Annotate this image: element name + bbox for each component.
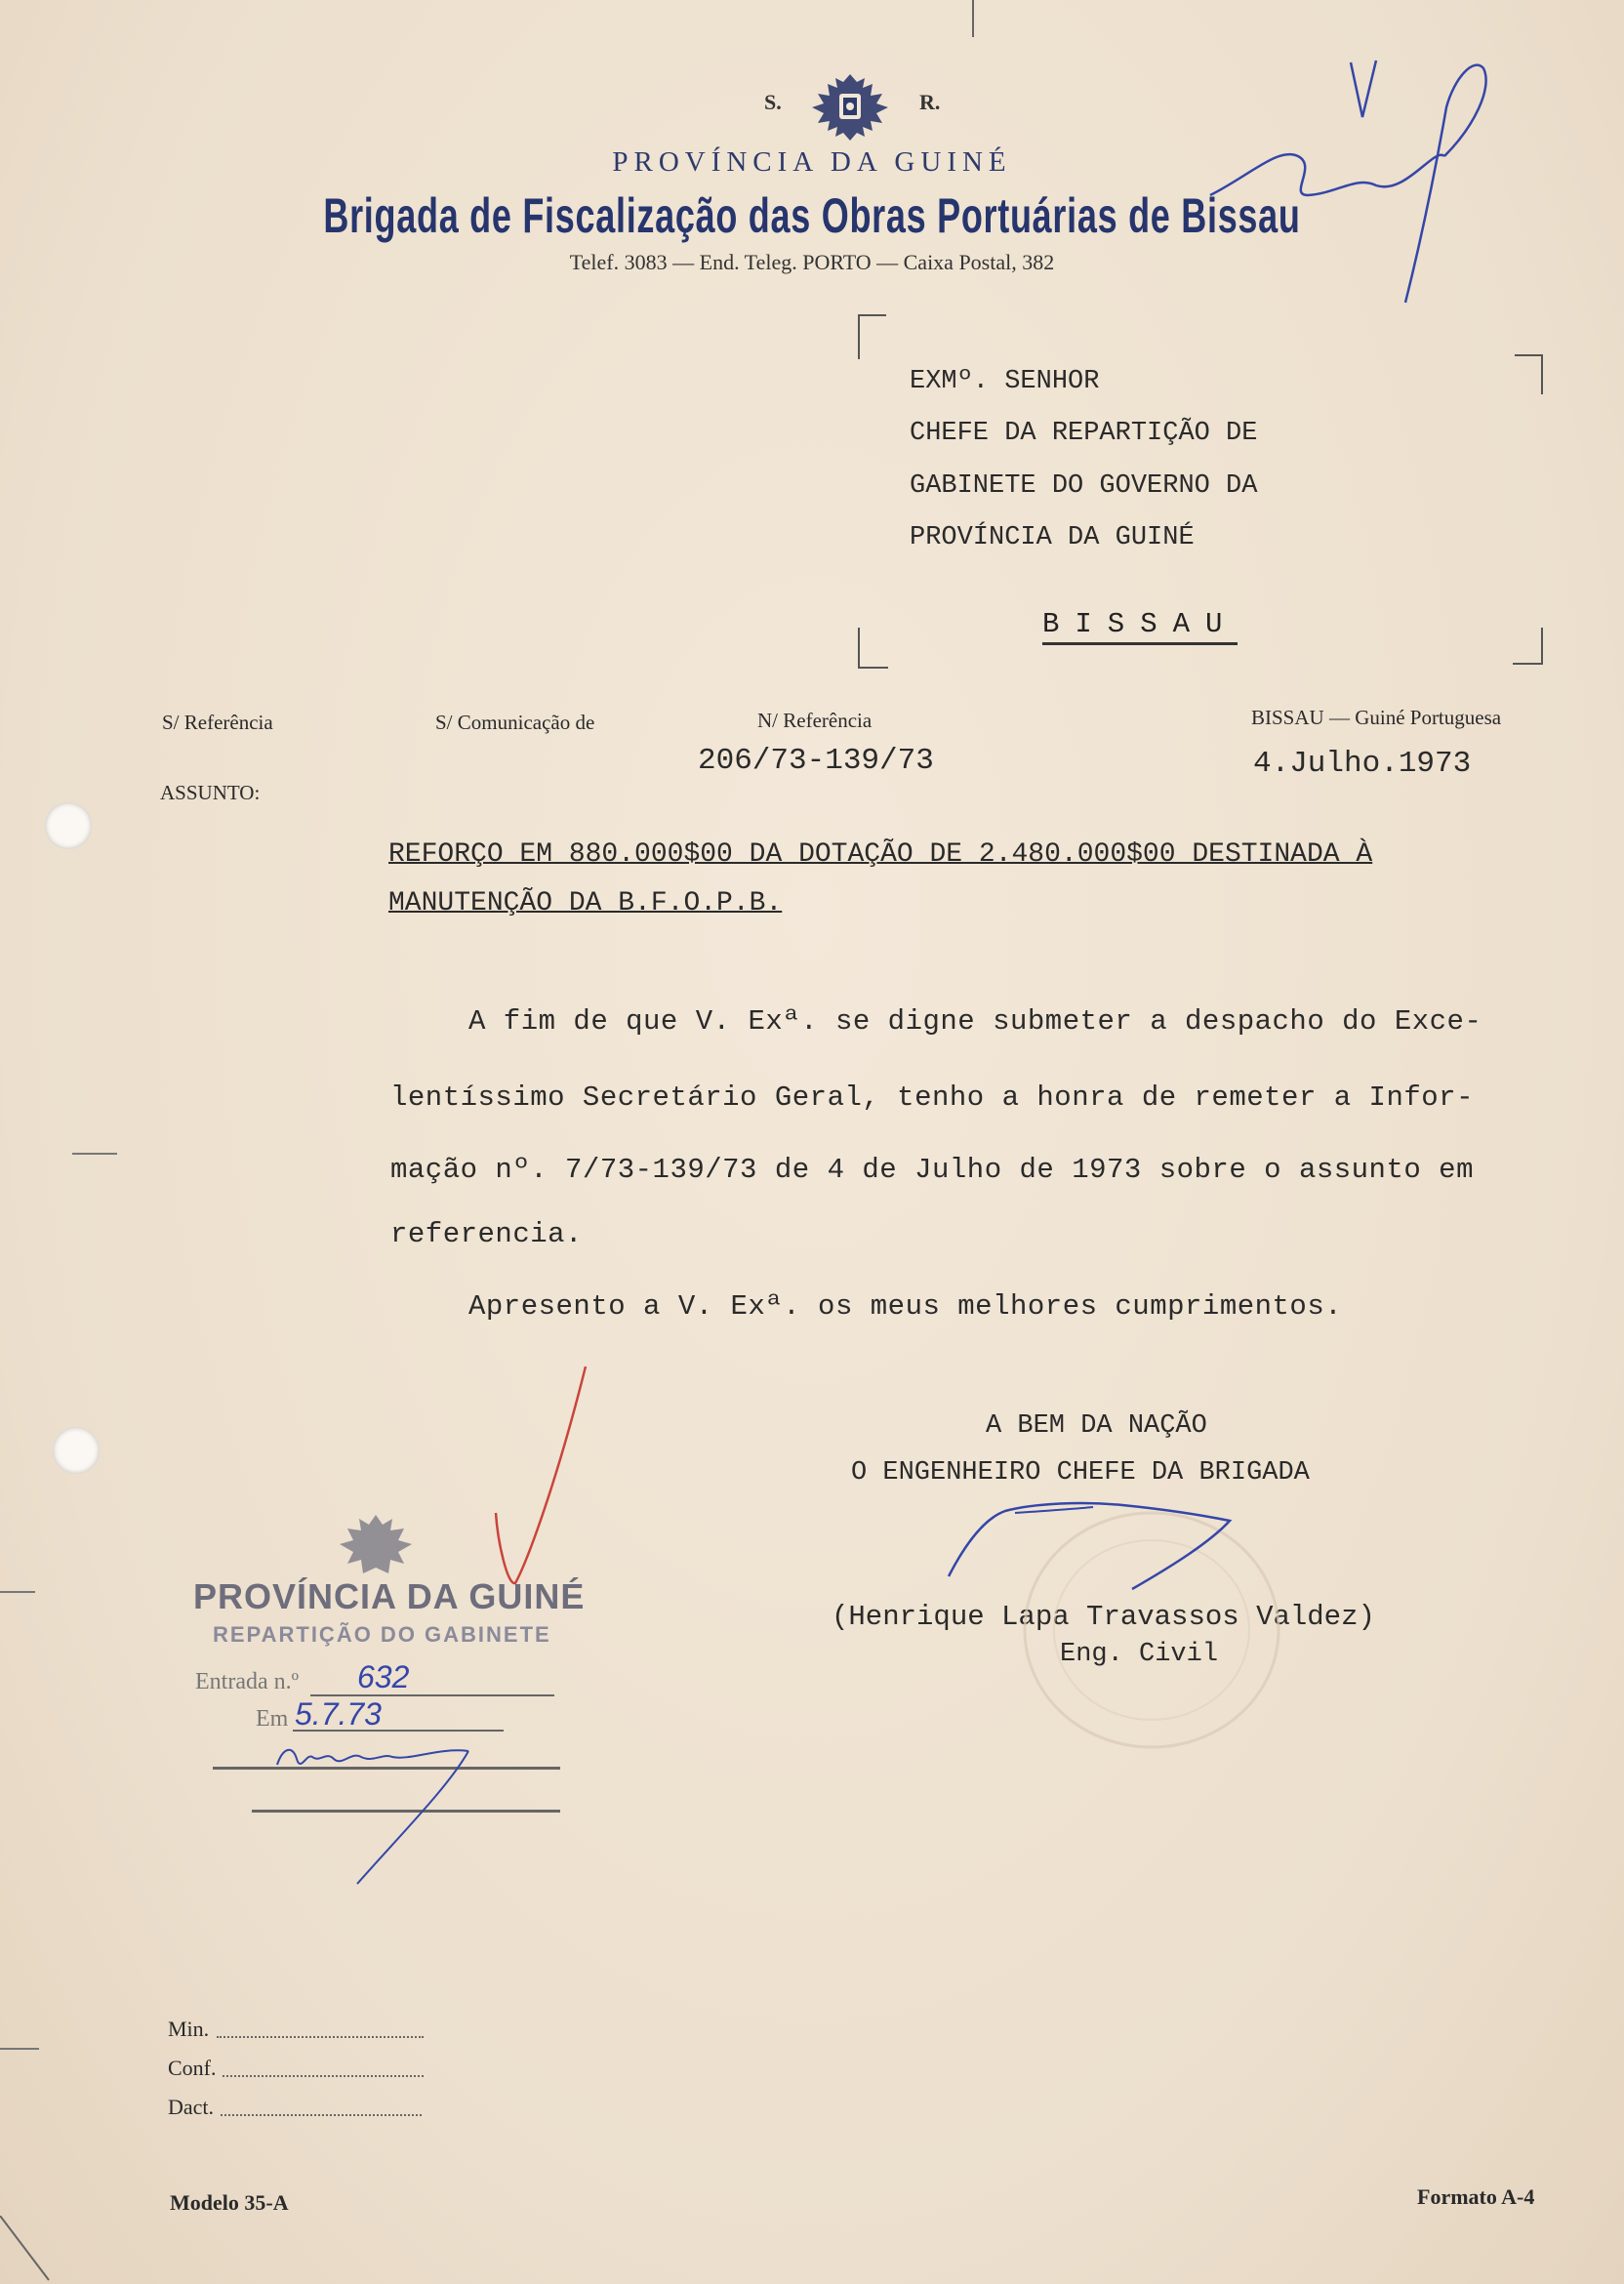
addressee-line-2: CHEFE DA REPARTIÇÃO DE (910, 419, 1258, 448)
subject-line-1: REFORÇO EM 880.000$00 DA DOTAÇÃO DE 2.480.000$00 DESTINADA À (388, 839, 1373, 870)
model-number: Modelo 35-A (170, 2190, 289, 2215)
punch-hole-bottom (53, 1427, 100, 1474)
footer-min-line (217, 2036, 424, 2038)
engineer-signature (927, 1484, 1298, 1611)
stamp-initials-signature (264, 1728, 517, 1894)
addressee-line-4: PROVÍNCIA DA GUINÉ (910, 523, 1195, 552)
stamp-entrada-label: Entrada n.º (195, 1669, 300, 1694)
red-check-mark (468, 1366, 605, 1601)
assunto-label: ASSUNTO: (160, 781, 261, 804)
subject-line-2: MANUTENÇÃO DA B.F.O.P.B. (388, 888, 783, 918)
fold-mark (972, 0, 974, 37)
body-line-3: mação nº. 7/73-139/73 de 4 de Julho de 1973 sobre o assunto em (390, 1154, 1474, 1186)
fold-mark (0, 2048, 39, 2050)
addressee-line-1: EXMº. SENHOR (910, 367, 1100, 396)
letterhead-s: S. (764, 90, 782, 114)
body-line-1: A fim de que V. Exª. se digne submeter a despacho do Exce- (468, 1005, 1482, 1038)
s-comunicacao-label: S/ Comunicação de (435, 711, 595, 734)
stamp-entrada-value: 632 (357, 1659, 410, 1694)
body-line-4: referencia. (390, 1218, 583, 1250)
stamp-crest-icon (322, 1511, 429, 1579)
province-heading: PROVÍNCIA DA GUINÉ (612, 146, 1012, 178)
signer-title: Eng. Civil (1060, 1640, 1219, 1669)
stamp-province: PROVÍNCIA DA GUINÉ (193, 1576, 586, 1616)
fold-mark (72, 1153, 117, 1155)
footer-dact-line (221, 2114, 422, 2116)
page-corner-tear (0, 2216, 59, 2284)
fold-mark (0, 1591, 35, 1593)
n-referencia-value: 206/73-139/73 (698, 744, 934, 778)
paper-format: Formato A-4 (1417, 2184, 1535, 2209)
signer-name: (Henrique Lapa Travassos Valdez) (832, 1601, 1375, 1633)
n-referencia-label: N/ Referência (757, 709, 873, 732)
stamp-department: REPARTIÇÃO DO GABINETE (213, 1622, 551, 1647)
contact-line: Telef. 3083 — End. Teleg. PORTO — Caixa Postal, 382 (569, 250, 1055, 274)
stamp-em-value: 5.7.73 (295, 1696, 382, 1732)
body-line-2: lentíssimo Secretário Geral, tenho a honra de remeter a Infor- (390, 1081, 1474, 1114)
stamp-em-label: Em (256, 1706, 289, 1732)
addressee-city: BISSAU (1042, 608, 1238, 645)
footer-conf-label: Conf. (168, 2056, 217, 2080)
letter-date: 4.Julho.1973 (1253, 747, 1472, 781)
footer-conf-line (223, 2075, 424, 2077)
coat-of-arms-emblem (806, 70, 894, 143)
punch-hole-top (45, 802, 92, 849)
body-line-5: Apresento a V. Exª. os meus melhores cumprimentos. (468, 1290, 1343, 1323)
closing-phrase: A BEM DA NAÇÃO (986, 1411, 1207, 1441)
signer-role: O ENGENHEIRO CHEFE DA BRIGADA (851, 1458, 1310, 1488)
footer-min-label: Min. (168, 2017, 210, 2041)
letterhead-r: R. (919, 90, 941, 114)
footer-dact-label: Dact. (168, 2095, 215, 2119)
addressee-line-3: GABINETE DO GOVERNO DA (910, 471, 1258, 501)
handwritten-initials-top (1191, 49, 1522, 312)
s-referencia-label: S/ Referência (162, 711, 273, 734)
organization-name: Brigada de Fiscalização das Obras Portuárias de Bissau (323, 188, 1301, 243)
place-label: BISSAU — Guiné Portuguesa (1251, 706, 1502, 729)
